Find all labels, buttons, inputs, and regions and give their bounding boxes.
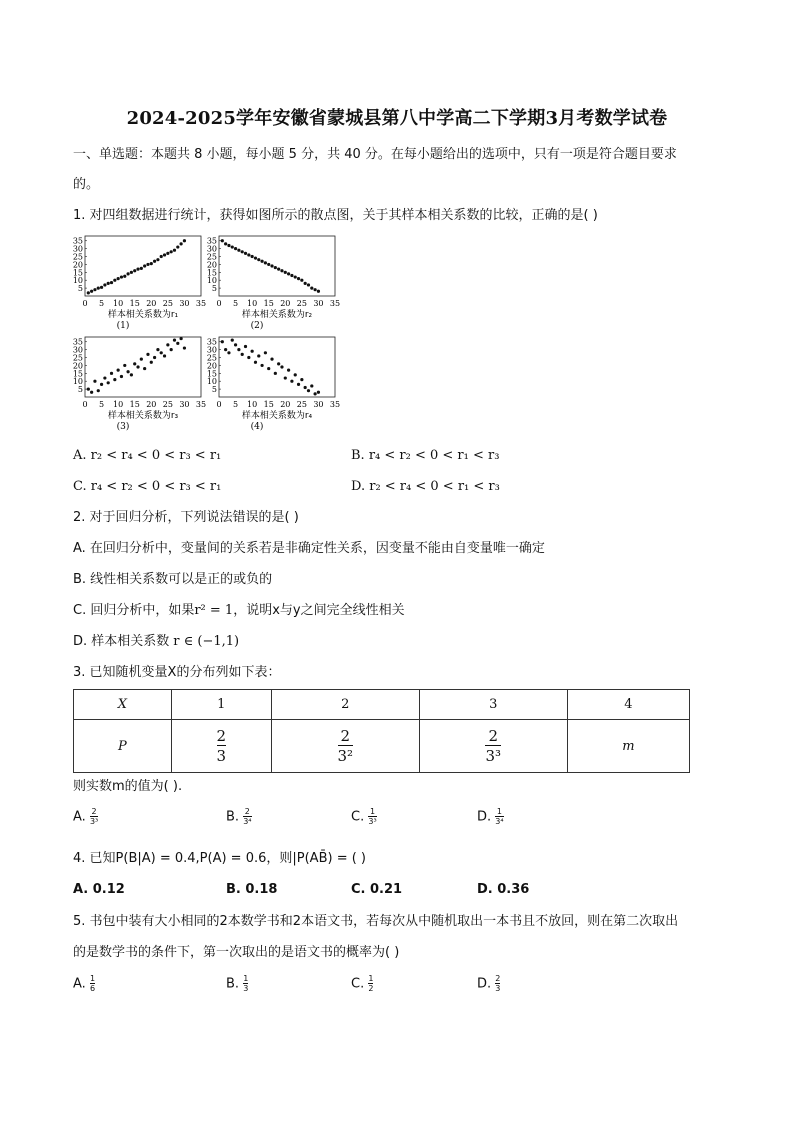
q2-stem: 2. 对于回归分析，下列说法错误的是( ) [73, 510, 299, 525]
distribution-table [73, 689, 690, 773]
y-tick-label: 25 [72, 353, 83, 363]
denominator: 3⁴ [243, 817, 252, 826]
scatter-point [304, 282, 307, 285]
x-tick-label: 25 [162, 299, 173, 308]
table-cell [419, 720, 567, 773]
scatter-plot-3 [68, 333, 208, 433]
x-tick-label: 5 [233, 400, 239, 409]
scatter-point [117, 277, 120, 280]
y-tick-label: 35 [206, 337, 217, 347]
scatter-plot-4 [202, 333, 342, 433]
denominator: 3 [243, 984, 249, 993]
scatter-point [126, 272, 129, 275]
scatter-point [304, 386, 307, 389]
scatter-point [224, 348, 227, 351]
denominator: 3 [495, 984, 501, 993]
scatter-point [287, 369, 290, 372]
scatter-point [294, 373, 297, 376]
option-letter: D. [477, 976, 492, 992]
scatter-point [180, 337, 183, 340]
q4-option-a[interactable]: A. 0.12 [73, 882, 125, 897]
scatter-point [307, 389, 310, 392]
x-tick-label: 0 [82, 299, 88, 308]
scatter-point [166, 343, 169, 346]
scatter-point [173, 339, 176, 342]
q5-line1: 5. 书包中装有大小相同的2本数学书和2本语文书，若每次从中随机取出一本书且不放回，则在第二次取出 [73, 914, 679, 929]
plot-caption: 样本相关系数为r₁ [107, 310, 179, 320]
scatter-point [317, 290, 320, 293]
scatter-point [150, 262, 153, 265]
scatter-point [244, 252, 247, 255]
scatter-point [241, 250, 244, 253]
scatter-point [126, 370, 129, 373]
plot-frame [85, 337, 201, 397]
scatter-point [257, 354, 260, 357]
scatter-point [166, 252, 169, 255]
scatter-point [274, 372, 277, 375]
x-tick-label: 10 [113, 299, 124, 308]
scatter-point [234, 247, 237, 250]
scatter-point [156, 258, 159, 261]
scatter-point [280, 269, 283, 272]
scatter-plot-2 [202, 232, 342, 332]
scatter-point [241, 353, 244, 356]
scatter-point [130, 271, 133, 274]
x-tick-label: 20 [280, 400, 291, 409]
scatter-point [90, 391, 93, 394]
scatter-point [163, 354, 166, 357]
table-cell [171, 720, 271, 773]
q2-option-b[interactable]: B. 线性相关系数可以是正的或负的 [73, 572, 273, 587]
numerator: 2 [340, 727, 351, 745]
y-tick-label: 5 [77, 284, 83, 294]
scatter-point [136, 268, 139, 271]
table-cell: 2 [271, 690, 419, 720]
scatter-point [93, 380, 96, 383]
numerator: 1 [243, 974, 249, 983]
plot-frame [219, 236, 335, 296]
table-cell [271, 720, 419, 773]
scatter-point [251, 350, 254, 353]
x-tick-label: 0 [82, 400, 88, 409]
q5-option-d[interactable] [477, 975, 500, 994]
scatter-point [221, 239, 224, 242]
y-tick-label: 20 [206, 361, 217, 371]
scatter-point [123, 275, 126, 278]
section-heading-line2: 的。 [73, 177, 100, 192]
scatter-point [146, 263, 149, 266]
scatter-point [93, 288, 96, 291]
scatter-point [146, 353, 149, 356]
scatter-point [280, 365, 283, 368]
section-heading-line1: 一、单选题：本题共 8 小题，每小题 5 分，共 40 分。在每小题给出的选项中，只有一项是符合题目要求 [73, 147, 677, 162]
q4-option-b[interactable]: B. 0.18 [226, 882, 278, 897]
scatter-point [274, 266, 277, 269]
plot-caption: 样本相关系数为r₂ [241, 310, 313, 320]
scatter-point [294, 275, 297, 278]
numerator: 2 [91, 807, 97, 816]
scatter-point [97, 287, 100, 290]
x-tick-label: 20 [146, 299, 157, 308]
scatter-point [270, 264, 273, 267]
scatter-point [297, 277, 300, 280]
denominator: 3 [216, 746, 227, 765]
scatter-point [123, 364, 126, 367]
plot-label: (1) [116, 321, 130, 331]
scatter-point [163, 253, 166, 256]
y-tick-label: 5 [211, 284, 217, 294]
scatter-point [310, 287, 313, 290]
scatter-point [120, 375, 123, 378]
scatter-point [90, 290, 93, 293]
scatter-point [173, 249, 176, 252]
y-tick-label: 35 [206, 236, 217, 246]
option-letter: B. [226, 976, 240, 992]
fraction [243, 808, 251, 826]
x-tick-label: 0 [216, 400, 222, 409]
scatter-point [237, 348, 240, 351]
scatter-point [170, 250, 173, 253]
y-tick-label: 10 [206, 377, 217, 387]
scatter-point [107, 282, 110, 285]
scatter-point [264, 351, 267, 354]
scatter-point [290, 274, 293, 277]
x-tick-label: 25 [296, 400, 307, 409]
q2-option-d[interactable] [73, 633, 239, 651]
y-tick-label: 10 [72, 276, 83, 286]
x-tick-label: 5 [99, 299, 105, 308]
scatter-point [227, 244, 230, 247]
scatter-point [143, 367, 146, 370]
y-tick-label: 25 [206, 353, 217, 363]
x-tick-label: 5 [99, 400, 105, 409]
q5-option-c[interactable] [351, 975, 373, 994]
x-tick-label: 15 [129, 299, 140, 308]
q2-option-c-text: C. 回归分析中，如果 [73, 603, 195, 618]
option-letter: C. [351, 976, 365, 992]
scatter-point [260, 260, 263, 263]
fraction [338, 728, 354, 764]
x-tick-label: 10 [113, 400, 124, 409]
scatter-point [130, 373, 133, 376]
x-tick-label: 20 [146, 400, 157, 409]
plot-label: (3) [116, 422, 130, 432]
scatter-point [97, 389, 100, 392]
y-tick-label: 10 [72, 377, 83, 387]
scatter-point [117, 369, 120, 372]
scatter-point [237, 249, 240, 252]
numerator: 2 [488, 727, 499, 745]
q2-option-c[interactable] [73, 602, 405, 620]
scatter-point [284, 271, 287, 274]
scatter-point [221, 340, 224, 343]
denominator: 3⁴ [495, 817, 504, 826]
fraction [368, 975, 373, 993]
x-tick-label: 35 [195, 299, 207, 308]
scatter-point [224, 242, 227, 245]
x-tick-label: 30 [179, 400, 190, 409]
scatter-point [297, 383, 300, 386]
scatter-point [110, 372, 113, 375]
scatter-point [277, 268, 280, 271]
plot-label: (4) [250, 422, 264, 432]
scatter-point [87, 388, 90, 391]
x-tick-label: 20 [280, 299, 291, 308]
fraction [90, 808, 98, 826]
numerator: 2 [244, 807, 250, 816]
scatter-point [284, 376, 287, 379]
x-tick-label: 0 [216, 299, 222, 308]
plot-label: (2) [250, 321, 264, 331]
scatter-point [300, 279, 303, 282]
y-tick-label: 20 [206, 260, 217, 270]
y-tick-label: 35 [72, 236, 83, 246]
scatter-point [260, 364, 263, 367]
q3-stem: 3. 已知随机变量X的分布列如下表： [73, 665, 281, 680]
scatter-point [156, 348, 159, 351]
scatter-point [183, 239, 186, 242]
scatter-plot-1 [68, 232, 208, 332]
scatter-point [234, 343, 237, 346]
x-tick-label: 25 [296, 299, 307, 308]
scatter-point [176, 342, 179, 345]
scatter-point [231, 339, 234, 342]
scatter-point [150, 361, 153, 364]
y-tick-label: 20 [72, 260, 83, 270]
q4-option-d[interactable]: D. 0.36 [477, 882, 530, 897]
q3-after: 则实数m的值为( ). [73, 779, 183, 794]
scatter-point [176, 245, 179, 248]
fraction [90, 975, 95, 993]
y-tick-label: 30 [72, 345, 83, 355]
option-letter: D. [477, 809, 492, 825]
scatter-point [247, 356, 250, 359]
table-cell-p: P [74, 720, 172, 773]
x-tick-label: 30 [179, 299, 190, 308]
plot-caption: 样本相关系数为r₃ [107, 411, 179, 421]
q5-option-b[interactable] [226, 975, 248, 994]
scatter-point [183, 346, 186, 349]
scatter-point [244, 345, 247, 348]
y-tick-label: 5 [211, 385, 217, 395]
x-tick-label: 35 [329, 299, 341, 308]
scatter-point [314, 392, 317, 395]
scatter-point [153, 356, 156, 359]
q4-option-c[interactable]: C. 0.21 [351, 882, 403, 897]
q2-option-a[interactable]: A. 在回归分析中，变量间的关系若是非确定性关系，因变量不能由自变量唯一确定 [73, 541, 545, 556]
q3-option-b[interactable] [226, 808, 252, 827]
q5-option-a[interactable] [73, 975, 95, 994]
scatter-point [227, 351, 230, 354]
denominator: 2 [368, 984, 374, 993]
q2-option-d-math: r ∈ (−1,1) [173, 634, 240, 649]
fraction [368, 808, 376, 826]
q2-option-d-text: D. 样本相关系数 [73, 634, 170, 649]
scatter-point [277, 362, 280, 365]
numerator: 1 [369, 807, 376, 816]
fraction [495, 808, 503, 826]
option-letter: A. [73, 976, 86, 992]
q3-option-c[interactable] [351, 808, 377, 827]
y-tick-label: 30 [72, 244, 83, 254]
x-tick-label: 30 [313, 400, 324, 409]
scatter-point [113, 279, 116, 282]
y-tick-label: 15 [206, 369, 217, 379]
table-cell: 3 [419, 690, 567, 720]
numerator: 2 [495, 974, 501, 983]
x-tick-label: 10 [247, 400, 258, 409]
q1-option-d[interactable]: D. r₂ < r₄ < 0 < r₁ < r₃ [351, 479, 500, 494]
q1-option-a[interactable]: A. r₂ < r₄ < 0 < r₃ < r₁ [73, 448, 222, 463]
x-tick-label: 5 [233, 299, 239, 308]
y-tick-label: 25 [72, 252, 83, 262]
y-tick-label: 5 [77, 385, 83, 395]
q1-option-c[interactable]: C. r₄ < r₂ < 0 < r₃ < r₁ [73, 479, 222, 494]
fraction [217, 728, 227, 764]
x-tick-label: 25 [162, 400, 173, 409]
scatter-point [107, 381, 110, 384]
scatter-point [267, 263, 270, 266]
scatter-point [264, 261, 267, 264]
scatter-point [247, 253, 250, 256]
option-letter: C. [351, 809, 365, 825]
scatter-point [103, 283, 106, 286]
option-letter: B. [226, 809, 240, 825]
y-tick-label: 15 [72, 268, 83, 278]
denominator: 3³ [485, 746, 502, 765]
table-cell-x: X [74, 690, 172, 720]
scatter-point [120, 275, 123, 278]
exam-title: 2024-2025学年安徽省蒙城县第八中学高二下学期3月考数学试卷 [126, 108, 668, 129]
fraction [243, 975, 248, 993]
scatter-point [140, 358, 143, 361]
denominator: 6 [89, 984, 96, 993]
scatter-point [314, 288, 317, 291]
scatter-point [100, 383, 103, 386]
q5-line2: 的是数学书的条件下，第一次取出的是语文书的概率为( ) [73, 945, 400, 960]
q2-option-c-math: r² = 1 [194, 603, 234, 618]
numerator: 1 [496, 807, 502, 816]
q1-stem: 1. 对四组数据进行统计，获得如图所示的散点图，关于其样本相关系数的比较，正确的是( ) [73, 208, 598, 223]
scatter-point [300, 378, 303, 381]
x-tick-label: 35 [329, 400, 341, 409]
x-tick-label: 15 [263, 299, 274, 308]
scatter-point [170, 348, 173, 351]
scatter-point [113, 378, 116, 381]
scatter-point [287, 272, 290, 275]
scatter-point [307, 283, 310, 286]
y-tick-label: 30 [206, 345, 217, 355]
scatter-point [251, 255, 254, 258]
y-tick-label: 30 [206, 244, 217, 254]
scatter-point [133, 362, 136, 365]
numerator: 1 [368, 974, 374, 983]
scatter-point [254, 361, 257, 364]
scatter-point [257, 258, 260, 261]
x-tick-label: 30 [313, 299, 324, 308]
scatter-point [254, 257, 257, 260]
scatter-point [143, 264, 146, 267]
table-cell: 1 [171, 690, 271, 720]
scatter-point [310, 384, 313, 387]
scatter-point [270, 358, 273, 361]
numerator: 1 [89, 974, 96, 983]
scatter-point [103, 376, 106, 379]
x-tick-label: 15 [129, 400, 140, 409]
y-tick-label: 15 [206, 268, 217, 278]
scatter-point [290, 380, 293, 383]
q3-option-d[interactable] [477, 808, 504, 827]
x-tick-label: 15 [263, 400, 274, 409]
scatter-point [317, 391, 320, 394]
scatter-point [87, 291, 90, 294]
y-tick-label: 35 [72, 337, 83, 347]
scatter-point [267, 367, 270, 370]
denominator: 3³ [89, 817, 99, 826]
y-tick-label: 10 [206, 276, 217, 286]
scatter-point [110, 281, 113, 284]
x-tick-label: 35 [195, 400, 207, 409]
x-tick-label: 10 [247, 299, 258, 308]
denominator: 3³ [368, 817, 377, 826]
scatter-point [231, 245, 234, 248]
q4-stem: 4. 已知P(B|A) = 0.4,P(A) = 0.6，则|P(AB̄) = ( ) [73, 851, 366, 866]
y-tick-label: 25 [206, 252, 217, 262]
scatter-point [153, 260, 156, 263]
table-cell-m: m [567, 720, 689, 773]
scatter-point [180, 242, 183, 245]
scatter-point [160, 255, 163, 258]
q2-option-c-text2: ，说明x与y之间完全线性相关 [233, 603, 405, 618]
scatter-point [136, 365, 139, 368]
scatter-point [133, 269, 136, 272]
q3-option-a[interactable] [73, 808, 98, 827]
scatter-point [100, 286, 103, 289]
numerator: 2 [216, 727, 227, 745]
q1-option-b[interactable]: B. r₄ < r₂ < 0 < r₁ < r₃ [351, 448, 500, 463]
scatter-point [160, 351, 163, 354]
scatter-point [140, 267, 143, 270]
y-tick-label: 15 [72, 369, 83, 379]
option-letter: A. [73, 809, 86, 825]
fraction [495, 975, 500, 993]
y-tick-label: 20 [72, 361, 83, 371]
fraction [485, 728, 501, 764]
denominator: 3² [337, 746, 354, 765]
plot-caption: 样本相关系数为r₄ [241, 411, 313, 421]
table-cell: 4 [567, 690, 689, 720]
